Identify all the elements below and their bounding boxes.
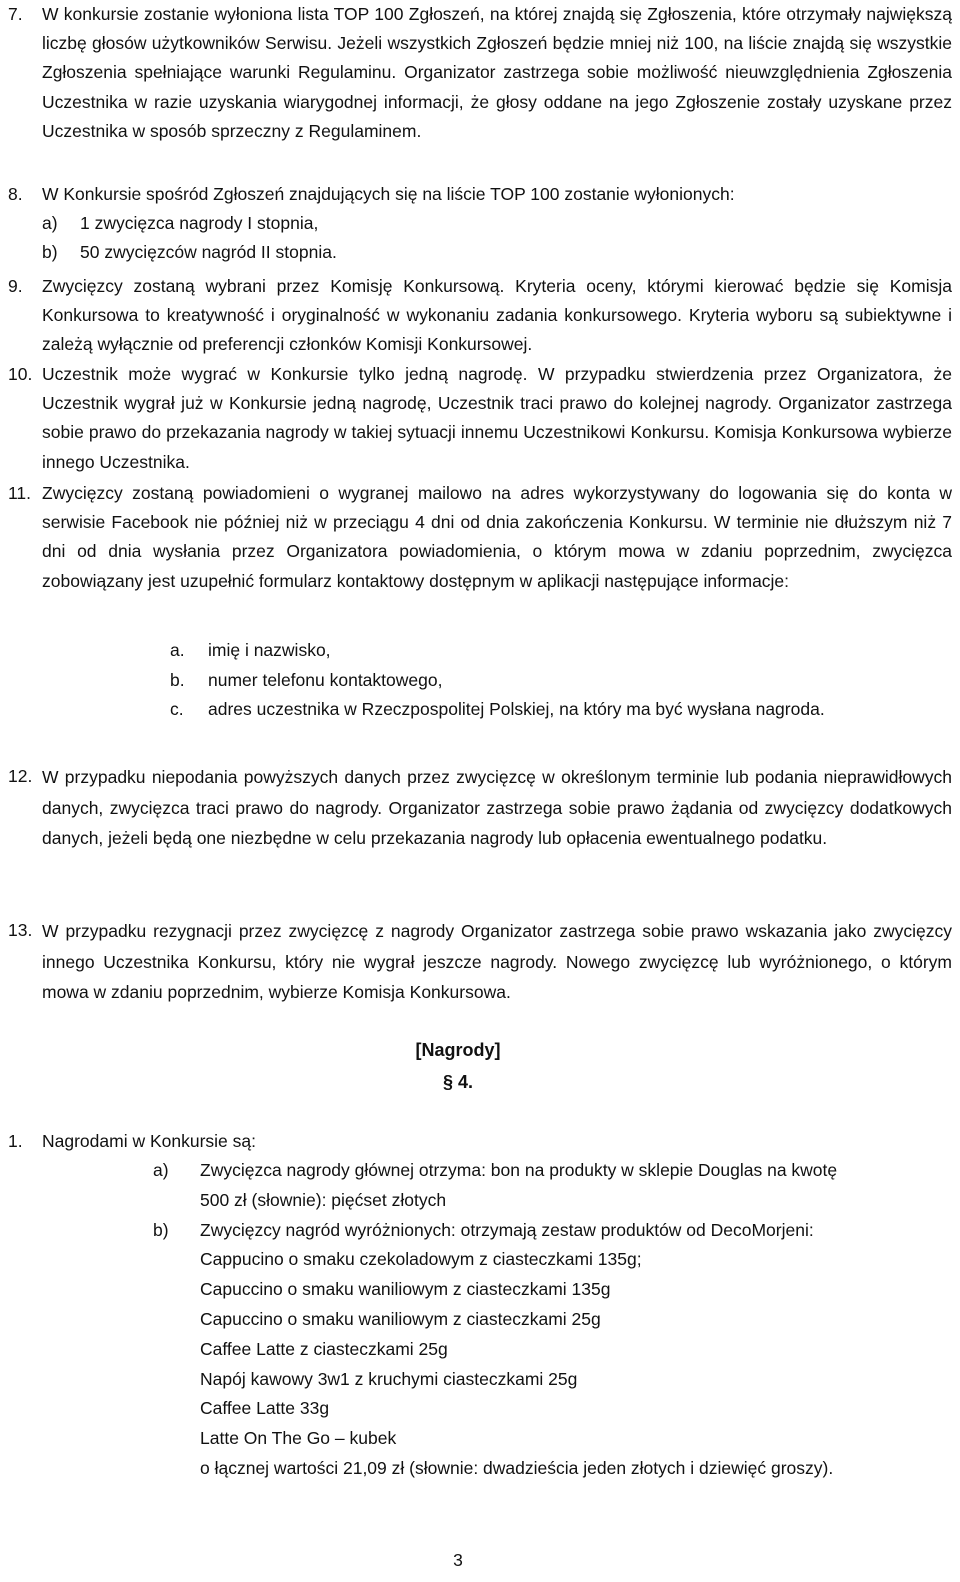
prizes-intro: Nagrodami w Konkursie są:	[42, 1131, 256, 1151]
prize-text	[200, 1216, 952, 1484]
prize-label: a)	[153, 1160, 169, 1180]
info-item-text: numer telefonu kontaktowego,	[208, 669, 443, 690]
sub-item-label: a)	[42, 213, 58, 234]
item-text	[42, 180, 952, 268]
info-item-label: b.	[170, 669, 185, 690]
product-line: Latte On The Go – kubek	[200, 1428, 397, 1449]
item-number: 11.	[8, 483, 32, 503]
info-item-text: imię i nazwisko,	[208, 640, 331, 660]
product-line: Cappucino o smaku czekoladowym z ciasteczkami 135g;	[200, 1249, 642, 1270]
item-11-text: Zwycięzcy zostaną powiadomieni o wygranej mailowo na adres wykorzystywany do logowania się do konta w serwisie Facebook nie później niż w przeciągu 4 dni od dnia zakończenia Konkursu. W terminie nie dłuższym niż 7 dni od dnia wysłania przez Organizatora powiadomienia, o którym mowa w zdaniu poprzednim, zwycięzca zobowiązany jest uzupełnić formularz kontaktowy dostępnym w aplikacji następujące informacje:	[42, 483, 952, 591]
item-number: 1.	[8, 1131, 23, 1151]
item-number: 13.	[8, 920, 33, 940]
product-line: Capuccino o smaku waniliowym z ciasteczkami 25g	[200, 1308, 601, 1329]
section-heading: [Nagrody]	[415, 1040, 501, 1060]
sub-item-a	[42, 209, 952, 238]
sub-item-label: b)	[42, 242, 58, 263]
info-item-label: a.	[170, 640, 185, 660]
info-item-c	[8, 699, 952, 729]
item-8-text: W Konkursie spośród Zgłoszeń znajdujących się na liście TOP 100 zostanie wyłonionych:	[42, 184, 735, 204]
prize-label: b)	[153, 1219, 169, 1240]
item-number: 12.	[8, 766, 33, 786]
prize-line: 500 zł (słownie): pięćset złotych	[200, 1189, 447, 1210]
item-13-text: W przypadku rezygnacji przez zwycięzcę z nagrody Organizator zastrzega sobie prawo wskazania jako zwycięzcy innego Uczestnika Konkursu, który nie wygrał jeszcze nagrody. Nowego zwycięzcę lub wyróżnionego, o którym mowa w zdaniu poprzednim, wybierze Komisja Konkursowa.	[42, 921, 952, 1002]
product-line: Napój kawowy 3w1 z kruchymi ciasteczkami 25g	[200, 1368, 578, 1389]
sub-item-text: 1 zwycięzca nagrody I stopnia,	[80, 213, 319, 234]
prize-text	[200, 1156, 952, 1216]
product-line: Capuccino o smaku waniliowym z ciasteczkami 135g	[200, 1279, 611, 1300]
page-number: 3	[453, 1550, 463, 1570]
info-item-b	[8, 670, 952, 700]
item-number: 7.	[8, 4, 23, 24]
info-item-label: c.	[170, 699, 184, 719]
item-number: 8.	[8, 184, 23, 204]
product-line: Caffee Latte z ciasteczkami 25g	[200, 1338, 448, 1359]
prize-b	[8, 1216, 952, 1484]
prizes-section	[8, 1126, 952, 1484]
item-text	[42, 0, 952, 146]
product-line: Caffee Latte 33g	[200, 1398, 330, 1419]
section-paragraph-number: § 4.	[442, 1072, 474, 1092]
sub-item-b	[42, 238, 952, 267]
item-text	[42, 272, 952, 360]
item-number: 10.	[8, 364, 33, 384]
item-text	[42, 916, 952, 1008]
item-10-text: Uczestnik może wygrać w Konkursie tylko jedną nagrodę. W przypadku stwierdzenia przez Organizatora, że Uczestnik wygrał już w Konkursie jedną nagrodę, Uczestnik traci prawo do kolejnej nagrody. Organizator zastrzega sobie prawo do przekazania nagrody w takiej sytuacji innemu Uczestnikowi Konkursu. Komisja Konkursowa wybierze innego Uczestnika.	[42, 364, 952, 472]
prize-line: Zwycięzcy nagród wyróżnionych: otrzymają zestaw produktów od DecoMorjeni:	[200, 1219, 814, 1240]
item-number: 9.	[8, 276, 23, 296]
prizes-intro-row	[8, 1126, 952, 1156]
total-value-line: o łącznej wartości 21,09 zł (słownie: dwadzieścia jeden złotych i dziewięć groszy).	[200, 1457, 834, 1478]
prize-line: Zwycięzca nagrody głównej otrzyma: bon na produkty w sklepie Douglas na kwotę	[200, 1160, 838, 1180]
prize-a	[8, 1156, 952, 1216]
info-item-text: adres uczestnika w Rzeczpospolitej Polskiej, na który ma być wysłana nagroda.	[208, 699, 825, 719]
sub-item-text: 50 zwycięzców nagród II stopnia.	[80, 242, 337, 263]
item-9-text: Zwycięzcy zostaną wybrani przez Komisję Konkursową. Kryteria oceny, którymi kierować będzie się Komisja Konkursowa to kreatywność i oryginalność w wykonaniu zadania konkursowego. Kryteria wyboru są subiektywne i zależą wyłącznie od preferencji członków Komisji Konkursowej.	[42, 276, 952, 355]
item-7-text: W konkursie zostanie wyłoniona lista TOP 100 Zgłoszeń, na której znajdą się Zgłoszenia, które otrzymały największą liczbę głosów użytkowników Serwisu. Jeżeli wszystkich Zgłoszeń będzie mniej niż 100, na liście znajdą się wszystkie Zgłoszenia spełniające warunki Regulaminu. Organizator zastrzega sobie możliwość nieuwzględnienia Zgłoszenia Uczestnika w razie uzyskania wiarygodnej informacji, że głosy oddane na jego Zgłoszenie zostały uzyskane przez Uczestnika w sposób sprzeczny z Regulaminem.	[42, 4, 952, 141]
item-text	[42, 479, 952, 596]
item-text	[42, 762, 952, 854]
item-12-text: W przypadku niepodania powyższych danych przez zwycięzcę w określonym terminie lub podania nieprawidłowych danych, zwycięzca traci prawo do nagrody. Organizator zastrzega sobie prawo żądania od zwycięzcy dodatkowych danych, jeżeli będą one niezbędne w celu przekazania nagrody lub opłacenia ewentualnego podatku.	[42, 767, 952, 848]
info-item-a	[8, 640, 952, 670]
item-text	[42, 360, 952, 477]
info-list	[8, 640, 952, 729]
